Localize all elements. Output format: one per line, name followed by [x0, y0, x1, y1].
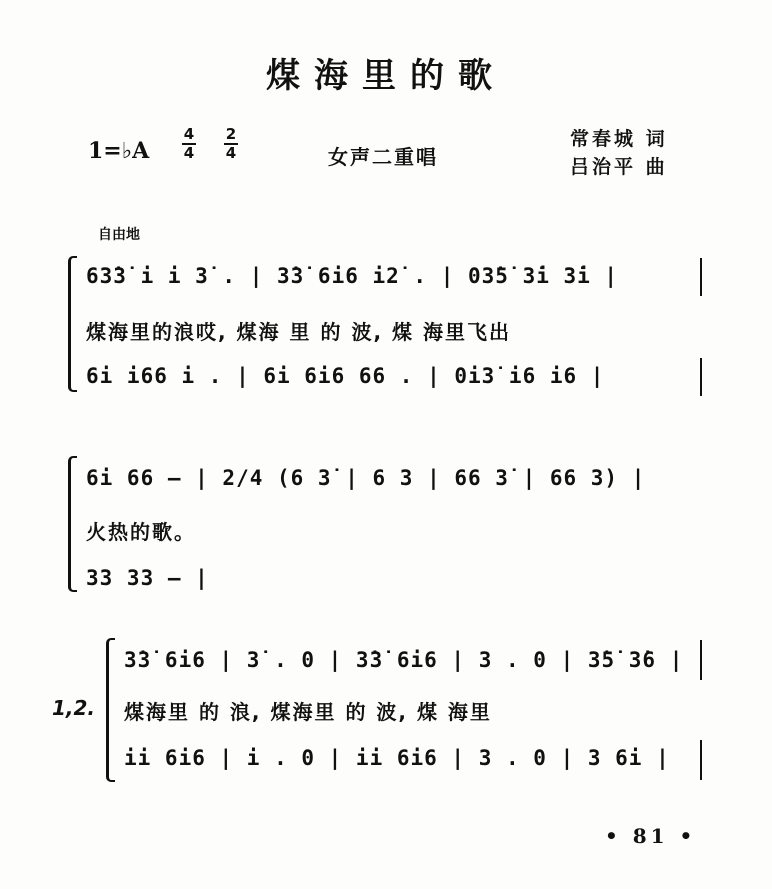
bar-line	[700, 740, 702, 780]
system-bracket	[68, 456, 77, 592]
system-2-lower-notes: 33 33 — |	[86, 566, 209, 590]
repeat-label: 1,2.	[52, 696, 96, 720]
bar-line	[700, 258, 702, 296]
lyricist-credit: 常春城 词	[570, 128, 668, 150]
time-signature-2-4: 2 4	[225, 125, 237, 162]
tempo-marking: 自由地	[98, 227, 140, 243]
system-1-upper-notes: 63̇3̇ i i 3̇ . | 3̇3̇ 6i6 i2̇ . | 03̇5̇ 3̇i 3̇i |	[86, 264, 619, 288]
composer-credit: 吕治平 曲	[570, 156, 668, 178]
performance-type: 女声二重唱	[328, 145, 438, 169]
system-3-lyrics: 煤海里 的 浪, 煤海里 的 波, 煤 海里	[124, 700, 492, 724]
song-title: 煤海里的歌	[266, 56, 506, 96]
system-bracket	[68, 256, 77, 392]
system-1-lower-notes: 6i i66 i . | 6i 6i6 66 . | 0i3̇ i6 i6 |	[86, 364, 605, 388]
system-3-upper-notes: 3̇3̇ 6i6 | 3̇ . 0 | 3̇3̇ 6i6 | 3 . 0 | 3̇5̇ 3̇6 |	[124, 648, 684, 672]
system-bracket	[106, 638, 115, 782]
time-signature-4-4: 4 4	[183, 125, 195, 162]
bar-line	[700, 358, 702, 396]
system-1-lyrics: 煤海里的浪哎, 煤海 里 的 波, 煤 海里飞出	[86, 320, 511, 344]
system-3-lower-notes: ii 6i6 | i . 0 | ii 6i6 | 3 . 0 | 3 6i |	[124, 746, 670, 770]
system-2-lyrics: 火热的歌。	[86, 520, 196, 544]
page-number: • 81 •	[605, 824, 697, 848]
system-2-upper-notes: 6i 66 — | 2/4 (6 3̇ | 6 3 | 66 3̇ | 66 3) |	[86, 466, 646, 490]
bar-line	[700, 640, 702, 680]
key-signature: 1=♭A	[88, 138, 150, 164]
